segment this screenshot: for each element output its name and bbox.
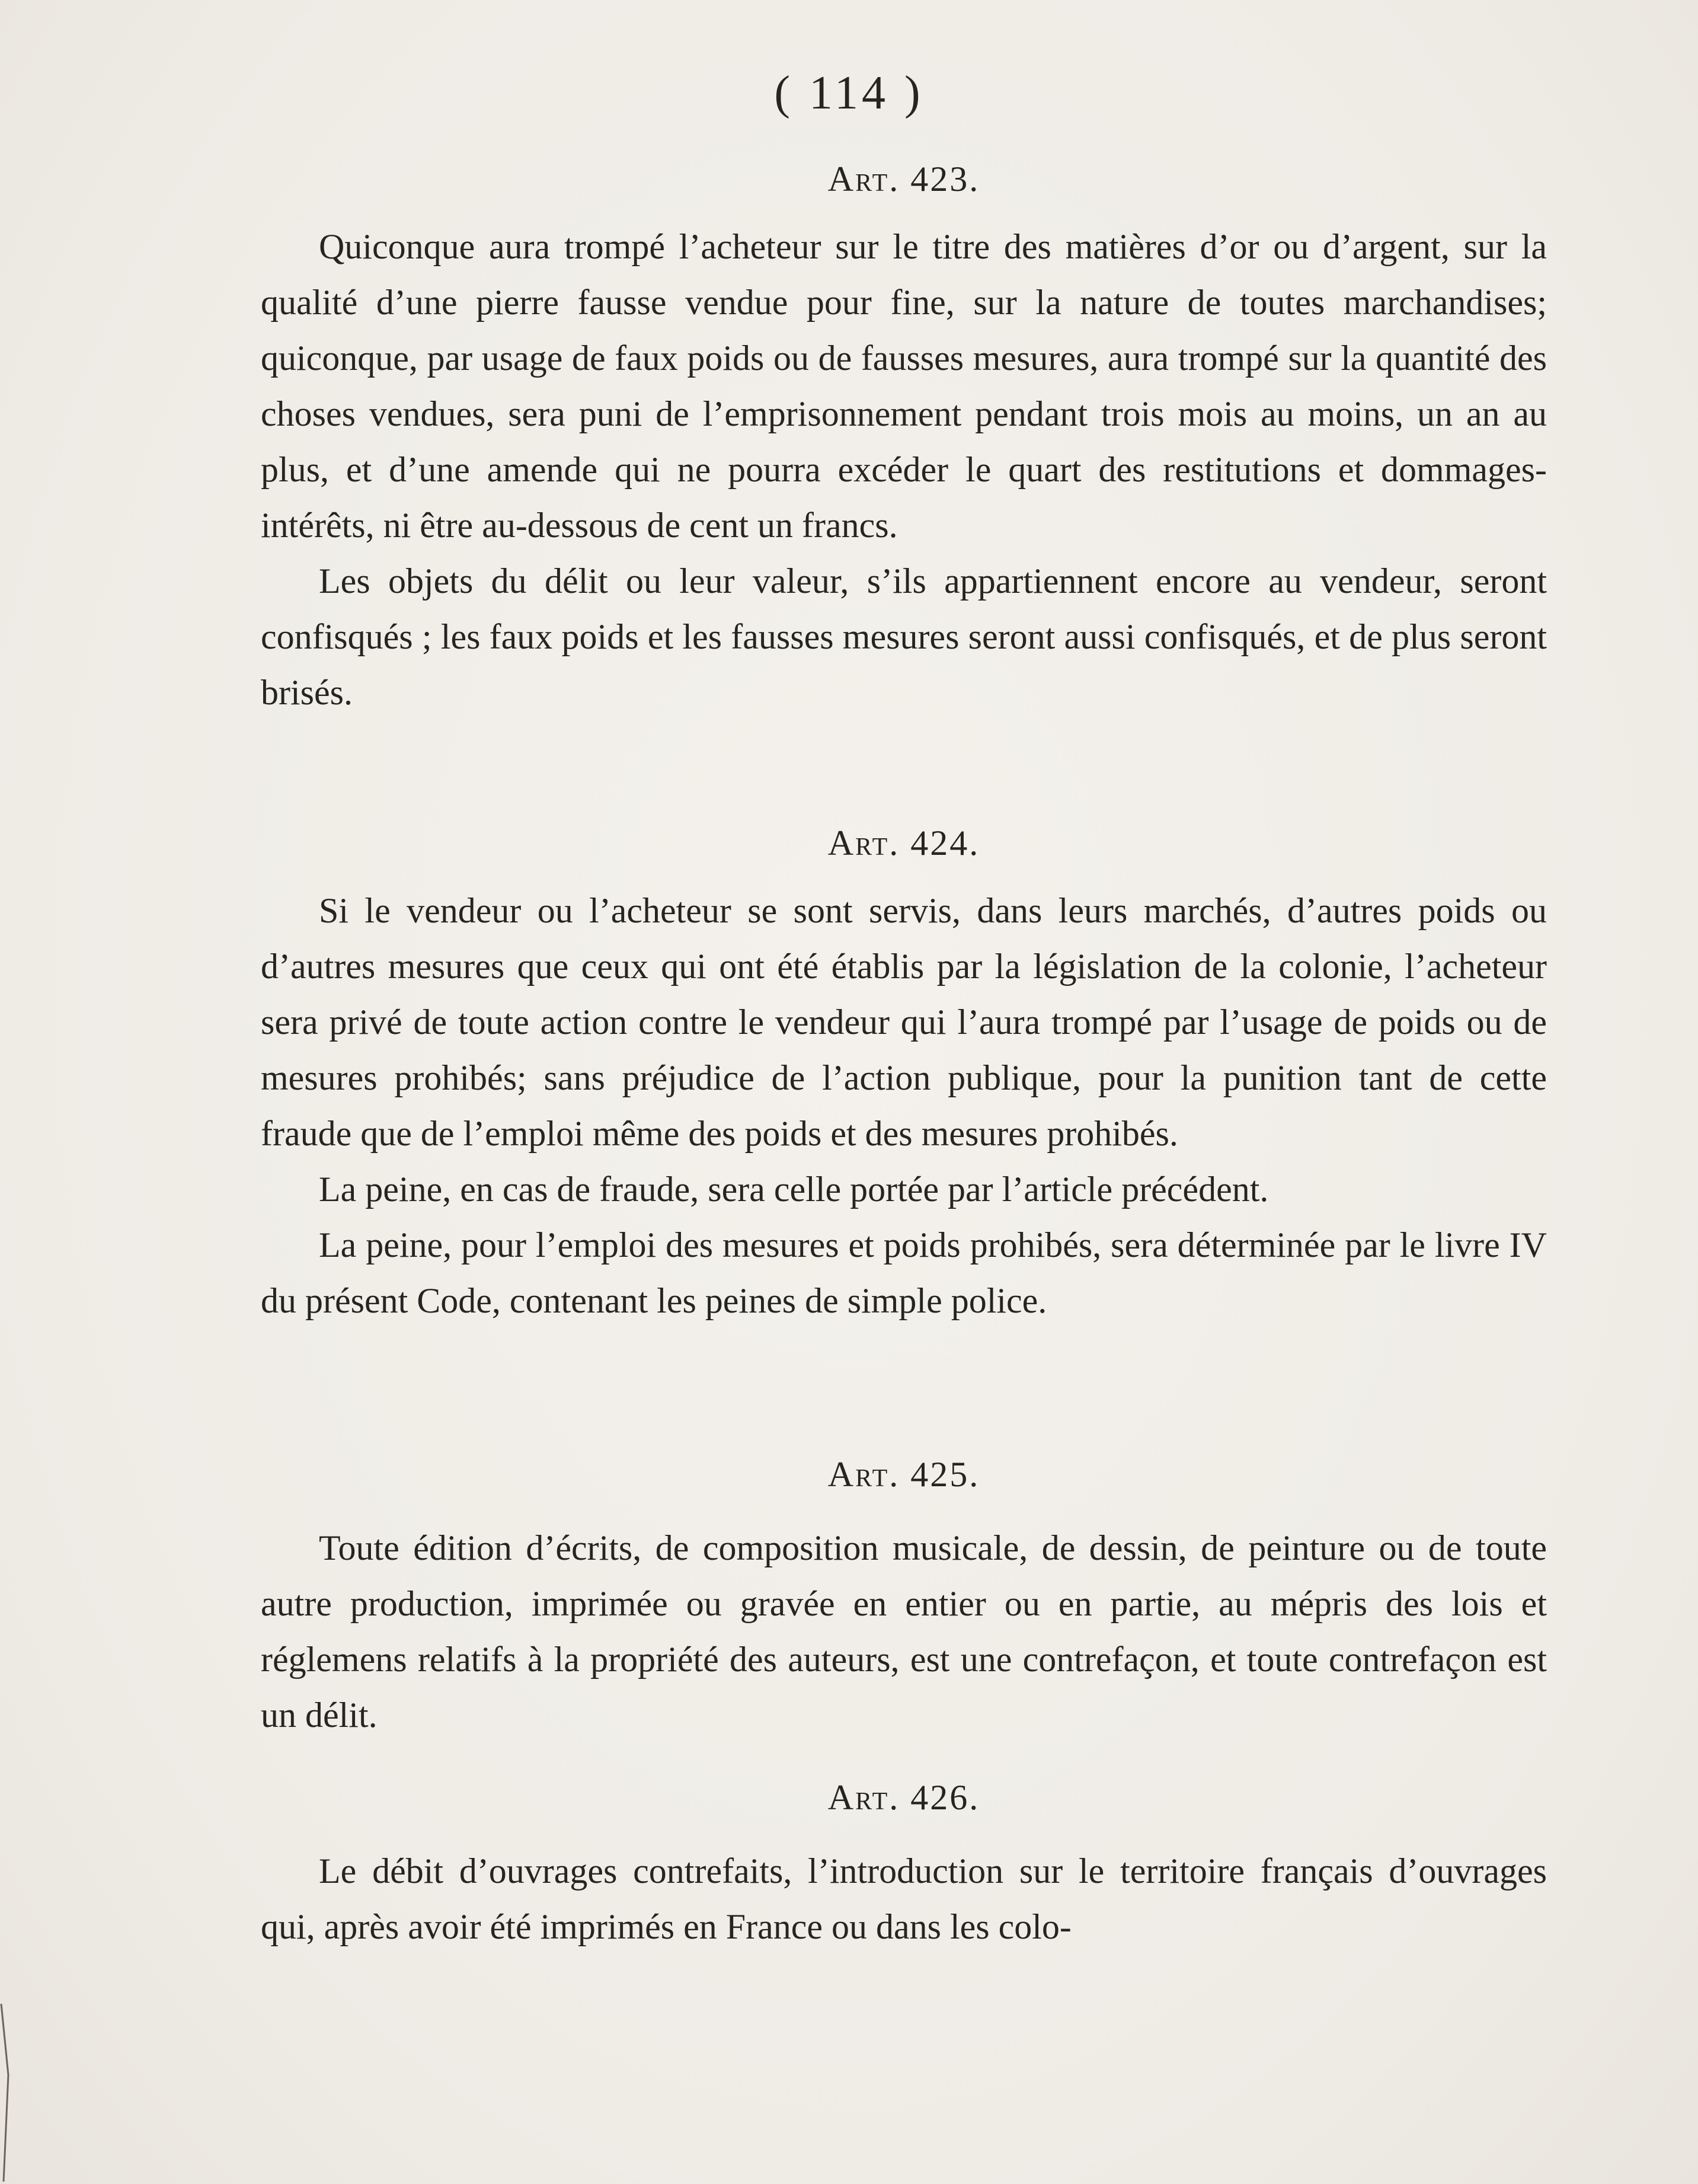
article-paragraph: Si le vendeur ou l’acheteur se sont servis, dans leurs marchés, d’autres poids ou d’autres mesures que ceux qui ont été établis par la législation de la colonie, l’acheteur sera privé de toute action contre le vendeur qui l’aura trompé par l’usage de poids ou de mesures prohibés; sans préjudice de l’action publique, pour la punition tant de cette fraude que de l’emploi même des poids et des mesures prohibés.: [261, 891, 1547, 1153]
article-paragraph: Le débit d’ouvrages contrefaits, l’introduction sur le territoire français d’ouvrages qui, après avoir été imprimés en France ou dans les colo-: [261, 1851, 1547, 1946]
article-paragraph: La peine, en cas de fraude, sera celle portée par l’article précédent.: [319, 1170, 1269, 1209]
article-heading: Art. 426.: [827, 1778, 980, 1817]
article-heading: Art. 425.: [827, 1455, 980, 1494]
article-paragraph: Toute édition d’écrits, de composition musicale, de dessin, de peinture ou de toute autre production, imprimée ou gravée en entier ou en partie, au mépris des lois et réglemens relatifs à la propriété des auteurs, est une contrefaçon, et toute contrefaçon est un délit.: [261, 1528, 1547, 1735]
page-number: ( 114 ): [774, 67, 924, 119]
article-425: [261, 1447, 1547, 1743]
article-paragraph: Les objets du délit ou leur valeur, s’ils appartiennent encore au vendeur, seront confisqués ; les faux poids et les fausses mesures seront aussi confisqués, et de plus seront brisés.: [261, 561, 1547, 712]
article-paragraph: Quiconque aura trompé l’acheteur sur le titre des matières d’or ou d’argent, sur la qualité d’une pierre fausse vendue pour fine, sur la nature de toutes marchandises; quiconque, par usage de faux poids ou de fausses mesures, aura trompé sur la quantité des choses vendues, sera puni de l’emprisonnement pendant trois mois au moins, un an au plus, et d’une amende qui ne pourra excéder le quart des restitutions et dommages-intérêts, ni être au-dessous de cent un francs.: [261, 227, 1547, 545]
article-423: [261, 151, 1547, 720]
article-424: [261, 815, 1547, 1329]
article-heading: Art. 424.: [827, 823, 980, 863]
page-edge-shadow: [0, 2004, 13, 2182]
article-heading: Art. 423.: [827, 159, 980, 199]
article-paragraph: La peine, pour l’emploi des mesures et poids prohibés, sera déterminée par le livre IV du présent Code, contenant les peines de simple police.: [261, 1225, 1547, 1320]
article-426: [261, 1770, 1547, 1955]
